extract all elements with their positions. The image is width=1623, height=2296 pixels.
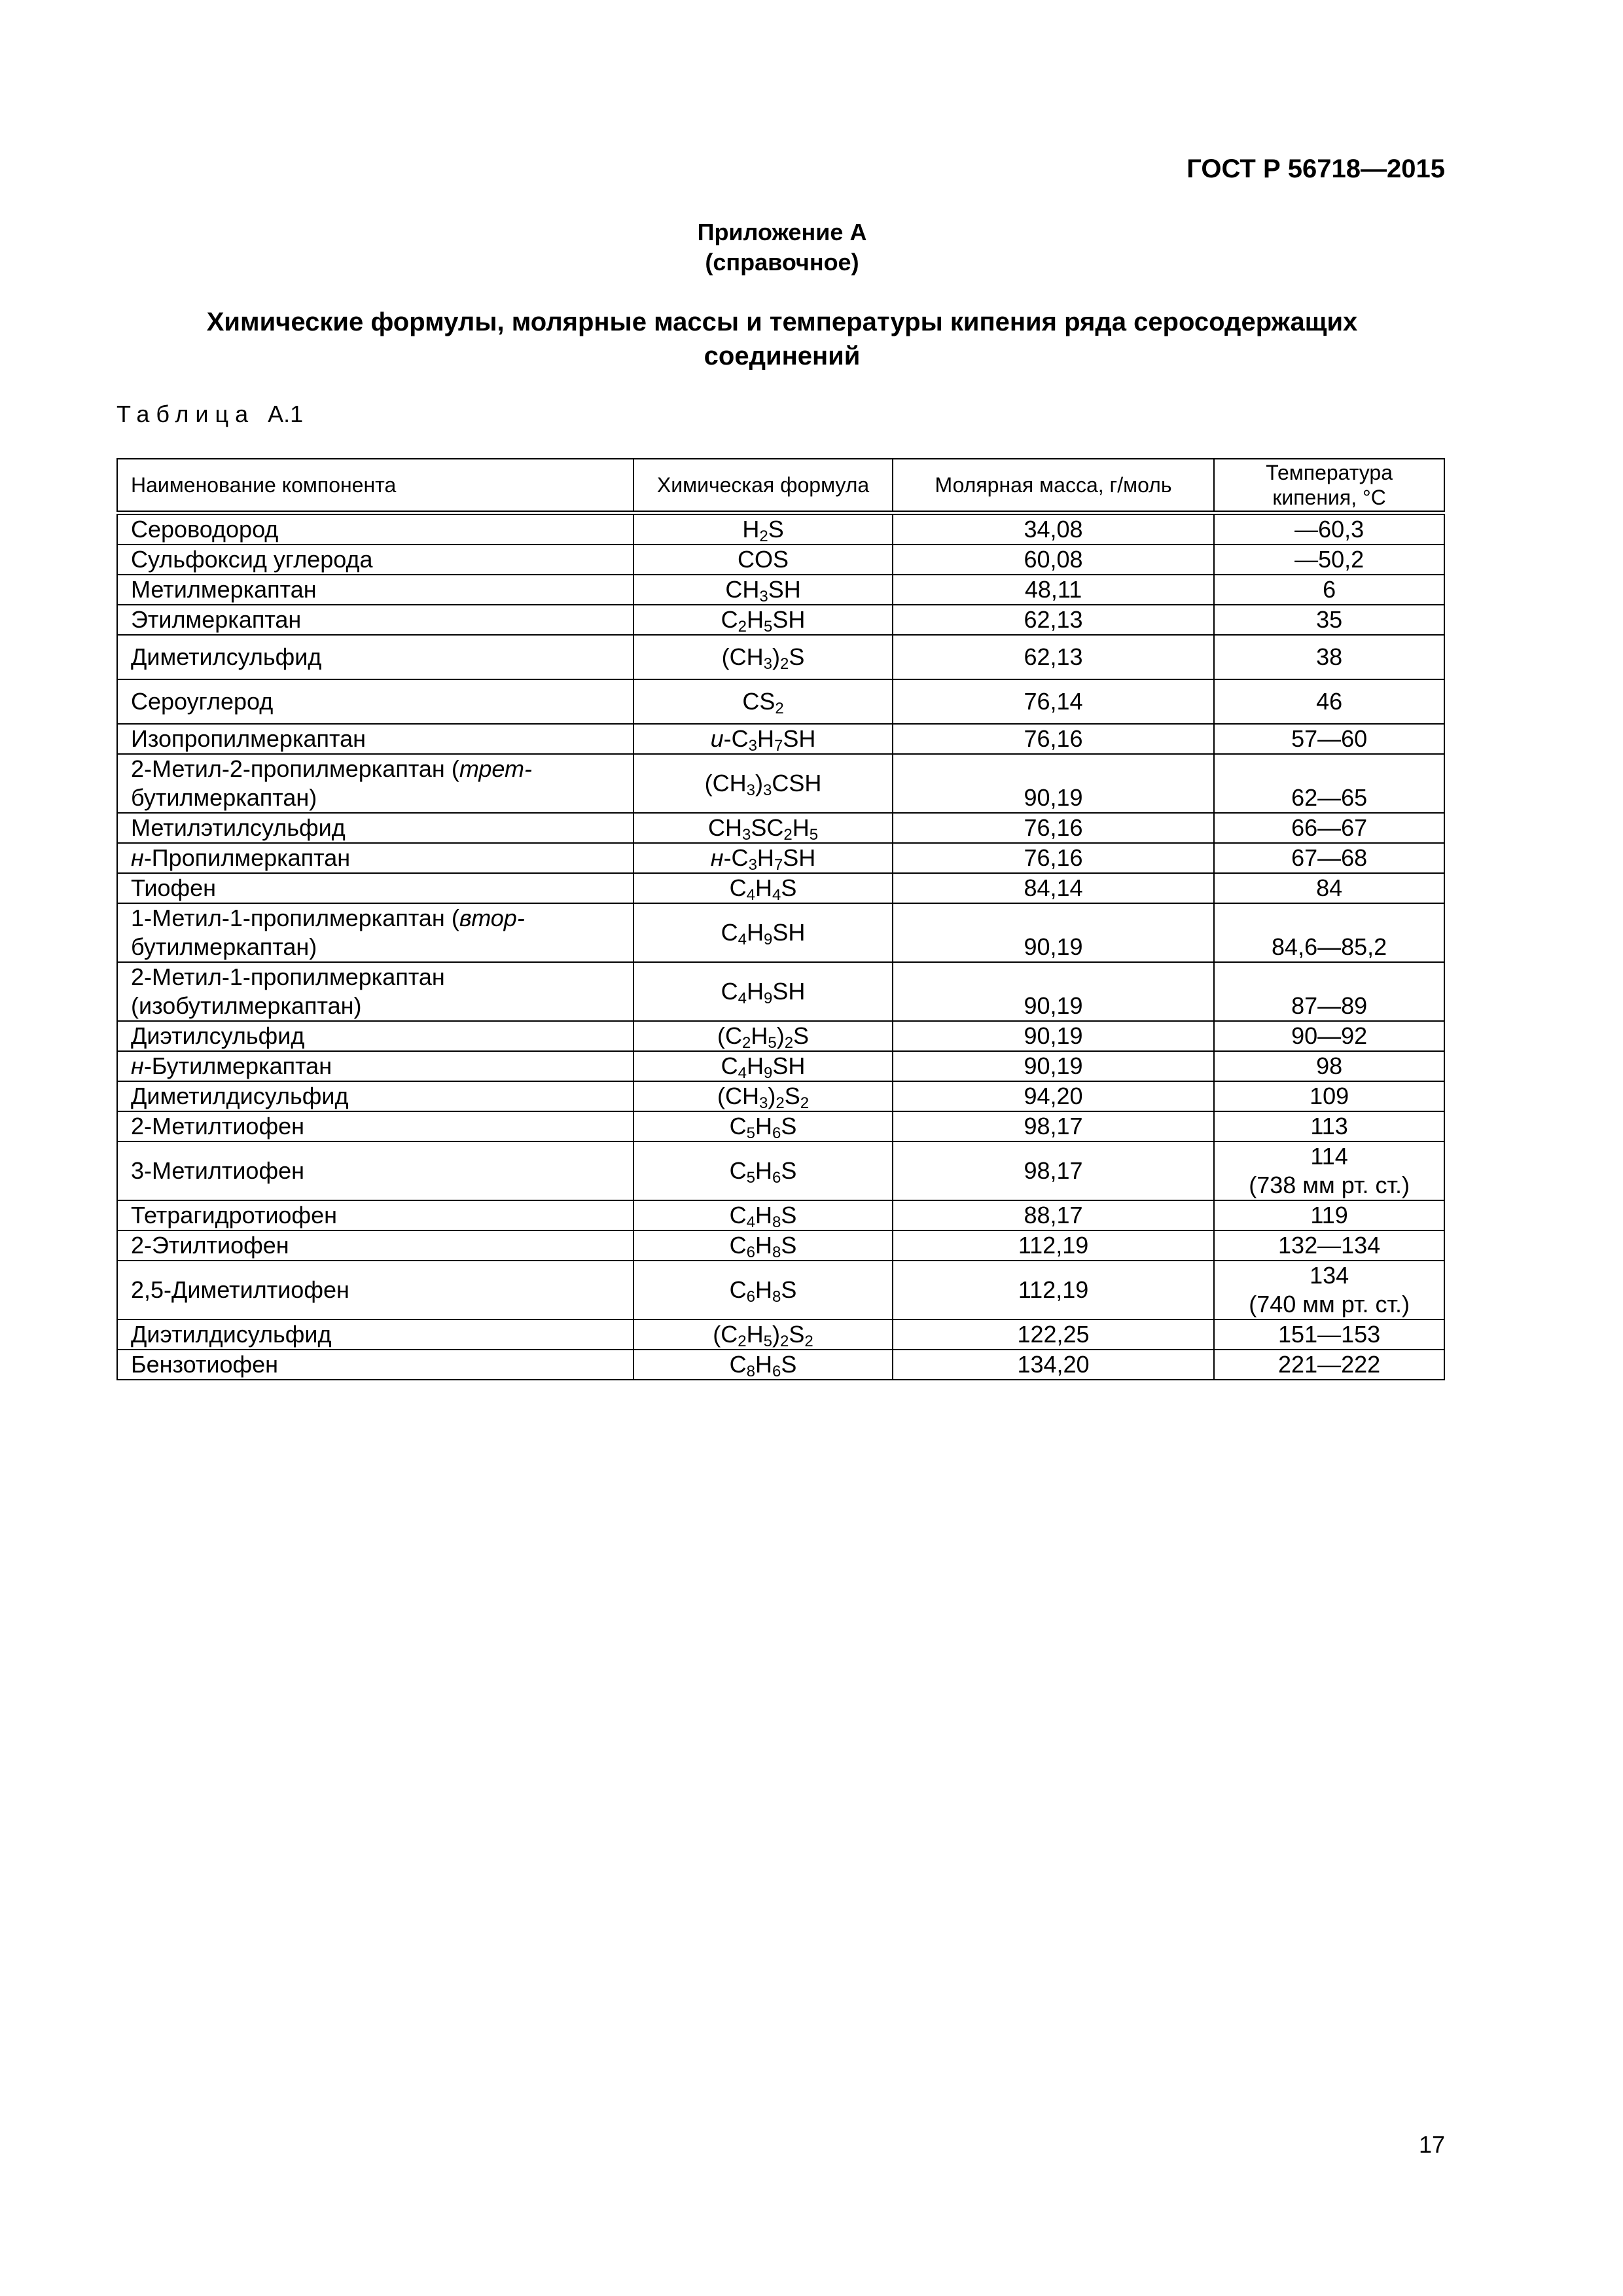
cell-name: Тиофен xyxy=(117,873,633,903)
table-row xyxy=(117,513,1444,545)
table-row xyxy=(117,1141,1444,1200)
table-row xyxy=(117,1261,1444,1319)
cell-formula: $C_4H_9SH$ xyxy=(633,1051,893,1081)
cell-formula: $u-C_3H_7SH$ xyxy=(633,724,893,754)
cell-boiling-point: 67—68 xyxy=(1214,843,1444,873)
compounds-table xyxy=(116,458,1445,1380)
header-formula: Химическая формула xyxy=(633,459,893,513)
cell-mass: 60,08 xyxy=(893,545,1214,575)
cell-mass: 88,17 xyxy=(893,1200,1214,1230)
cell-name-prefix: н xyxy=(131,1052,144,1079)
cell-name: Бензотиофен xyxy=(117,1350,633,1380)
table-row xyxy=(117,1350,1444,1380)
cell-mass: 112,19 xyxy=(893,1261,1214,1319)
cell-bp-line-1: 114 xyxy=(1310,1143,1348,1170)
cell-name: Метилэтилсульфид xyxy=(117,813,633,843)
cell-formula: $C_4H_9SH$ xyxy=(633,903,893,962)
cell-formula: $C_8H_6S$ xyxy=(633,1350,893,1380)
table-row xyxy=(117,679,1444,724)
page-title-line-1: Химические формулы, молярные массы и температуры кипения ряда серосодержащих xyxy=(206,308,1358,336)
cell-name: Диметилдисульфид xyxy=(117,1081,633,1111)
cell-formula: $H_2S$ xyxy=(633,513,893,545)
cell-name: Диметилсульфид xyxy=(117,635,633,679)
cell-mass: 76,16 xyxy=(893,813,1214,843)
cell-boiling-point: 113 xyxy=(1214,1111,1444,1141)
cell-mass: 84,14 xyxy=(893,873,1214,903)
cell-formula: $C_4H_8S$ xyxy=(633,1200,893,1230)
cell-name-line-2: (изобутилмеркаптан) xyxy=(131,992,362,1019)
appendix-heading xyxy=(0,217,1564,278)
page-title xyxy=(0,305,1564,373)
appendix-title: Приложение А xyxy=(697,219,867,245)
cell-mass: 90,19 xyxy=(893,903,1214,962)
cell-boiling-point: —50,2 xyxy=(1214,545,1444,575)
table-row xyxy=(117,873,1444,903)
cell-name: Сульфоксид углерода xyxy=(117,545,633,575)
cell-mass: 62,13 xyxy=(893,635,1214,679)
cell-name: Диэтилсульфид xyxy=(117,1021,633,1051)
cell-formula: $C_6H_8S$ xyxy=(633,1261,893,1319)
cell-mass: 122,25 xyxy=(893,1319,1214,1350)
table-row xyxy=(117,1230,1444,1261)
cell-name-italic: трет- xyxy=(459,755,533,782)
table-header-row xyxy=(117,459,1444,513)
cell-boiling-point: 46 xyxy=(1214,679,1444,724)
cell-name-line-1: 2-Метил-1-пропилмеркаптан xyxy=(131,963,445,990)
cell-name-text: -Бутилмеркаптан xyxy=(143,1052,332,1079)
cell-boiling-point: 84 xyxy=(1214,873,1444,903)
cell-bp-line-2: (738 мм рт. ст.) xyxy=(1249,1172,1410,1198)
cell-boiling-point: 66—67 xyxy=(1214,813,1444,843)
cell-boiling-point: 119 xyxy=(1214,1200,1444,1230)
cell-mass: 98,17 xyxy=(893,1141,1214,1200)
cell-name: Сероуглерод xyxy=(117,679,633,724)
cell-name: 2-Метилтиофен xyxy=(117,1111,633,1141)
table-row xyxy=(117,903,1444,962)
cell-formula: $C_4H_9SH$ xyxy=(633,962,893,1021)
cell-formula: $C_5H_6S$ xyxy=(633,1141,893,1200)
table-row xyxy=(117,545,1444,575)
cell-formula: $(C_2H_5)_2S_2$ xyxy=(633,1319,893,1350)
cell-boiling-point: 151—153 xyxy=(1214,1319,1444,1350)
cell-name-text: -Пропилмеркаптан xyxy=(143,844,351,871)
table-row xyxy=(117,724,1444,754)
cell-boiling-point: 57—60 xyxy=(1214,724,1444,754)
cell-name-line-1: 1-Метил-1-пропилмеркаптан ( xyxy=(131,905,459,931)
cell-name-italic: втор- xyxy=(459,905,525,931)
cell-boiling-point: 87—89 xyxy=(1214,962,1444,1021)
page-title-line-2: соединений xyxy=(704,342,861,370)
cell-boiling-point xyxy=(1214,1141,1444,1200)
cell-boiling-point xyxy=(1214,1261,1444,1319)
cell-name xyxy=(117,754,633,813)
cell-bp-line-2: (740 мм рт. ст.) xyxy=(1249,1291,1410,1318)
table-row xyxy=(117,1111,1444,1141)
cell-boiling-point: 35 xyxy=(1214,605,1444,635)
table-row xyxy=(117,1021,1444,1051)
cell-name-line-1: 2-Метил-2-пропилмеркаптан ( xyxy=(131,755,459,782)
cell-boiling-point: 98 xyxy=(1214,1051,1444,1081)
cell-boiling-point: 84,6—85,2 xyxy=(1214,903,1444,962)
cell-mass: 112,19 xyxy=(893,1230,1214,1261)
cell-formula: $C_4H_4S$ xyxy=(633,873,893,903)
cell-formula: $C_6H_8S$ xyxy=(633,1230,893,1261)
table-row xyxy=(117,1081,1444,1111)
cell-name: Сероводород xyxy=(117,513,633,545)
cell-mass: 62,13 xyxy=(893,605,1214,635)
table-label-number: А.1 xyxy=(268,401,304,427)
cell-boiling-point: —60,3 xyxy=(1214,513,1444,545)
cell-name xyxy=(117,903,633,962)
cell-mass: 76,14 xyxy=(893,679,1214,724)
header-name: Наименование компонента xyxy=(117,459,633,513)
cell-mass: 98,17 xyxy=(893,1111,1214,1141)
table-row xyxy=(117,962,1444,1021)
table-row xyxy=(117,1200,1444,1230)
cell-name xyxy=(117,962,633,1021)
header-boiling-point xyxy=(1214,459,1444,513)
cell-formula: $(C_2H_5)_2S$ xyxy=(633,1021,893,1051)
cell-formula: $CS_2$ xyxy=(633,679,893,724)
standard-code: ГОСТ Р 56718—2015 xyxy=(1186,154,1445,183)
cell-name: Изопропилмеркаптан xyxy=(117,724,633,754)
cell-formula: $C_5H_6S$ xyxy=(633,1111,893,1141)
cell-formula: COS xyxy=(633,545,893,575)
cell-name: 2-Этилтиофен xyxy=(117,1230,633,1261)
page-number: 17 xyxy=(1418,2131,1445,2158)
cell-name xyxy=(117,1051,633,1081)
cell-name-prefix: н xyxy=(131,844,144,871)
table-label-word: Таблица xyxy=(116,401,255,427)
cell-formula: $CH_3SH$ xyxy=(633,575,893,605)
table-label xyxy=(116,401,303,428)
table-row xyxy=(117,1319,1444,1350)
cell-boiling-point: 62—65 xyxy=(1214,754,1444,813)
header-mass: Молярная масса, г/моль xyxy=(893,459,1214,513)
cell-mass: 48,11 xyxy=(893,575,1214,605)
cell-formula: $CH_3SC_2H_5$ xyxy=(633,813,893,843)
table-row xyxy=(117,635,1444,679)
cell-name-line-2: бутилмеркаптан) xyxy=(131,784,317,811)
header-boiling-line-1: Температура xyxy=(1266,461,1393,484)
cell-formula: $(CH_3)_3CSH$ xyxy=(633,754,893,813)
cell-formula: $(CH_3)_2S$ xyxy=(633,635,893,679)
cell-mass: 34,08 xyxy=(893,513,1214,545)
cell-formula: $н-C_3H_7SH$ xyxy=(633,843,893,873)
cell-formula: $C_2H_5SH$ xyxy=(633,605,893,635)
table-row xyxy=(117,1051,1444,1081)
cell-boiling-point: 221—222 xyxy=(1214,1350,1444,1380)
cell-name: 3-Метилтиофен xyxy=(117,1141,633,1200)
cell-mass: 76,16 xyxy=(893,843,1214,873)
cell-name-line-2: бутилмеркаптан) xyxy=(131,933,317,960)
cell-name: Диэтилдисульфид xyxy=(117,1319,633,1350)
cell-mass: 90,19 xyxy=(893,1051,1214,1081)
cell-mass: 90,19 xyxy=(893,1021,1214,1051)
table-row xyxy=(117,843,1444,873)
table-row xyxy=(117,754,1444,813)
cell-mass: 90,19 xyxy=(893,962,1214,1021)
cell-name: Этилмеркаптан xyxy=(117,605,633,635)
cell-mass: 90,19 xyxy=(893,754,1214,813)
cell-name: Тетрагидротиофен xyxy=(117,1200,633,1230)
table-row xyxy=(117,605,1444,635)
cell-mass: 76,16 xyxy=(893,724,1214,754)
cell-boiling-point: 90—92 xyxy=(1214,1021,1444,1051)
table-row xyxy=(117,575,1444,605)
cell-bp-line-1: 134 xyxy=(1310,1262,1349,1289)
cell-name: 2,5-Диметилтиофен xyxy=(117,1261,633,1319)
cell-name: Метилмеркаптан xyxy=(117,575,633,605)
cell-boiling-point: 109 xyxy=(1214,1081,1444,1111)
cell-boiling-point: 6 xyxy=(1214,575,1444,605)
header-boiling-line-2: кипения, °С xyxy=(1272,486,1386,509)
table-row xyxy=(117,813,1444,843)
cell-formula: $(CH_3)_2S_2$ xyxy=(633,1081,893,1111)
cell-name xyxy=(117,843,633,873)
appendix-subtitle: (справочное) xyxy=(705,249,859,276)
cell-boiling-point: 38 xyxy=(1214,635,1444,679)
cell-mass: 94,20 xyxy=(893,1081,1214,1111)
cell-mass: 134,20 xyxy=(893,1350,1214,1380)
cell-boiling-point: 132—134 xyxy=(1214,1230,1444,1261)
